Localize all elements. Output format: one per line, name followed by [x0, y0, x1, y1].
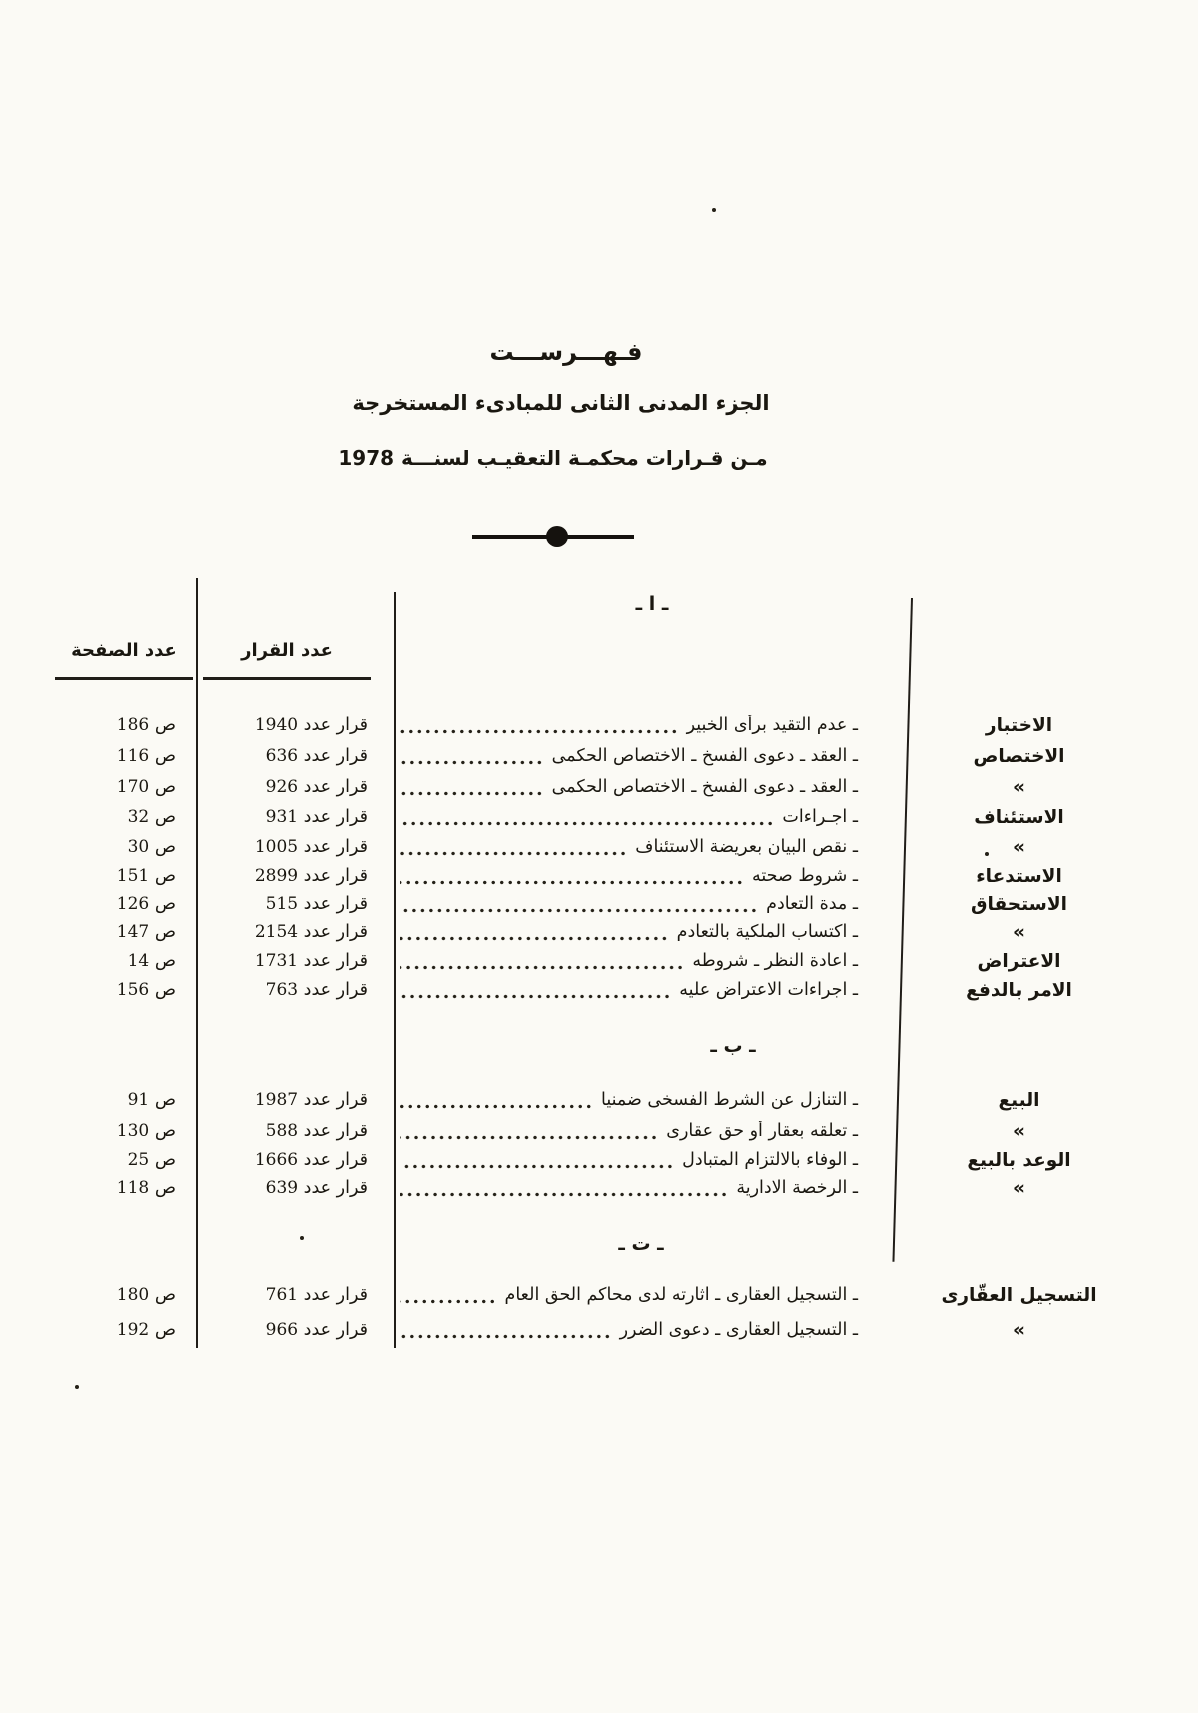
page-number: 192: [116, 1320, 150, 1340]
category-cell: »: [1013, 921, 1025, 943]
page-prefix: ص: [154, 715, 176, 735]
category-cell: »: [1013, 1120, 1025, 1142]
category-cell: الاستحقاق: [971, 893, 1067, 915]
page-number: 126: [116, 894, 150, 914]
page-number: 91: [127, 1090, 150, 1110]
page-cell: [55, 980, 196, 1000]
category-cell: »: [1013, 836, 1025, 858]
page-prefix: ص: [154, 777, 176, 797]
subject-text: ـ اجـراءات: [782, 807, 858, 827]
page-title: فـهـــرســـت: [489, 338, 643, 366]
category-cell: »: [1013, 776, 1025, 798]
page-cell: [55, 807, 196, 827]
decision-number: 1005: [254, 837, 299, 857]
table-row: [55, 1116, 1130, 1146]
page-prefix: ص: [154, 746, 176, 766]
category-cell: »: [1013, 1177, 1025, 1199]
subject-text: ـ الوفاء بالالتزام المتبادل: [682, 1150, 858, 1170]
page-number: 30: [127, 837, 150, 857]
divider-dot-icon: [546, 526, 568, 547]
table-row: [55, 741, 1130, 771]
page-cell: [55, 951, 196, 971]
page-cell: [55, 746, 196, 766]
decision-number: 2899: [254, 866, 299, 886]
decision-cell: [196, 866, 396, 886]
table-row: [55, 889, 1130, 919]
table-row: [55, 946, 1130, 976]
page-prefix: ص: [154, 922, 176, 942]
scan-speck: [300, 1236, 304, 1240]
subject-text: ـ العقد ـ دعوى الفسخ ـ الاختصاص الحكمى: [551, 746, 858, 766]
decision-cell: [196, 1121, 396, 1141]
subject-cell: [396, 922, 908, 942]
decision-prefix: قرار عدد: [303, 951, 368, 971]
page-cell: [55, 1178, 196, 1198]
decision-prefix: قرار عدد: [303, 837, 368, 857]
decision-cell: [196, 1320, 396, 1340]
decision-prefix: قرار عدد: [303, 922, 368, 942]
decision-prefix: قرار عدد: [303, 1320, 368, 1340]
page-cell: [55, 866, 196, 886]
dot-leader: [400, 1104, 593, 1109]
section-header-ta: ـ ت ـ: [618, 1233, 664, 1255]
page-prefix: ص: [154, 807, 176, 827]
subject-text: ـ التسجيل العقارى ـ دعوى الضرر: [619, 1320, 858, 1340]
decision-prefix: قرار عدد: [303, 1285, 368, 1305]
page-prefix: ص: [154, 980, 176, 1000]
subject-text: ـ العقد ـ دعوى الفسخ ـ الاختصاص الحكمى: [551, 777, 858, 797]
subject-cell: [396, 837, 908, 857]
page-prefix: ص: [154, 1320, 176, 1340]
decision-prefix: قرار عدد: [303, 777, 368, 797]
category-cell: »: [1013, 1319, 1025, 1341]
page-number: 151: [116, 866, 150, 886]
subject-cell: [396, 715, 908, 735]
subject-text: ـ شروط صحته: [751, 866, 858, 886]
page-cell: [55, 837, 196, 857]
page-number: 180: [116, 1285, 150, 1305]
table-row: [55, 917, 1130, 947]
dot-leader: [400, 1299, 497, 1304]
column-header-decision-number: عدد القرار: [241, 640, 333, 661]
decision-cell: [196, 1090, 396, 1110]
decision-prefix: قرار عدد: [303, 980, 368, 1000]
subject-cell: [396, 894, 908, 914]
dot-leader: [400, 965, 684, 970]
decision-prefix: قرار عدد: [303, 894, 368, 914]
decision-number: 763: [265, 980, 299, 1000]
decision-number: 1987: [254, 1090, 299, 1110]
subject-cell: [396, 1178, 908, 1198]
decision-number: 588: [265, 1121, 299, 1141]
decision-cell: [196, 807, 396, 827]
page-number: 116: [116, 746, 150, 766]
page-prefix: ص: [154, 894, 176, 914]
page-number: 118: [116, 1178, 150, 1198]
decision-cell: [196, 1150, 396, 1170]
dot-leader: [400, 936, 669, 941]
decision-prefix: قرار عدد: [303, 1178, 368, 1198]
subject-cell: [396, 746, 908, 766]
subject-cell: [396, 807, 908, 827]
decision-number: 1940: [254, 715, 299, 735]
subject-text: ـ مدة التعادم: [766, 894, 858, 914]
subject-cell: [396, 866, 908, 886]
decision-cell: [196, 894, 396, 914]
subject-cell: [396, 980, 908, 1000]
decision-cell: [196, 837, 396, 857]
page-cell: [55, 777, 196, 797]
dot-leader: [400, 1192, 728, 1197]
section-header-ba: ـ ب ـ: [710, 1035, 756, 1057]
table-row: [55, 832, 1130, 862]
page-cell: [55, 715, 196, 735]
subject-cell: [396, 1090, 908, 1110]
decision-number: 931: [265, 807, 299, 827]
category-cell: الاختصاص: [973, 745, 1065, 767]
dot-leader: [400, 760, 544, 765]
decision-number: 926: [265, 777, 299, 797]
page-cell: [55, 1150, 196, 1170]
table-row: [55, 1280, 1130, 1310]
page-number: 170: [116, 777, 150, 797]
subject-text: ـ اكتساب الملكية بالتعادم: [676, 922, 858, 942]
page-prefix: ص: [154, 1090, 176, 1110]
dot-leader: [400, 791, 544, 796]
page-prefix: ص: [154, 866, 176, 886]
scan-speck: [712, 208, 716, 212]
table-row: [55, 975, 1130, 1005]
decision-prefix: قرار عدد: [303, 715, 368, 735]
category-cell: البيع: [998, 1089, 1040, 1111]
page-cell: [55, 1285, 196, 1305]
decision-number: 515: [265, 894, 299, 914]
subject-cell: [396, 777, 908, 797]
page-prefix: ص: [154, 1285, 176, 1305]
decision-cell: [196, 715, 396, 735]
decision-cell: [196, 951, 396, 971]
decision-cell: [196, 980, 396, 1000]
dot-leader: [400, 880, 744, 885]
dot-leader: [400, 1135, 658, 1140]
page-prefix: ص: [154, 837, 176, 857]
page-number: 25: [127, 1150, 150, 1170]
decision-number: 761: [265, 1285, 299, 1305]
table-row: [55, 772, 1130, 802]
decision-prefix: قرار عدد: [303, 866, 368, 886]
page-number: 32: [127, 807, 150, 827]
page-subtitle-part: الجزء المدنى الثانى للمبادىء المستخرجة: [352, 391, 770, 415]
table-row: [55, 861, 1130, 891]
page-cell: [55, 894, 196, 914]
dot-leader: [400, 1164, 674, 1169]
table-row: [55, 710, 1130, 740]
subject-text: ـ التنازل عن الشرط الفسخى ضمنيا: [600, 1090, 858, 1110]
category-cell: الاستدعاء: [976, 865, 1062, 887]
page-number: 156: [116, 980, 150, 1000]
decision-prefix: قرار عدد: [303, 1090, 368, 1110]
decision-cell: [196, 777, 396, 797]
table-row: [55, 1315, 1130, 1345]
dot-leader: [400, 851, 627, 856]
subject-cell: [396, 951, 908, 971]
page-prefix: ص: [154, 1150, 176, 1170]
decision-cell: [196, 1285, 396, 1305]
scan-speck: [985, 852, 989, 856]
subject-text: ـ اجراءات الاعتراض عليه: [679, 980, 858, 1000]
decision-number: 1666: [254, 1150, 299, 1170]
subject-text: ـ الرخصة الادارية: [736, 1178, 858, 1198]
subject-cell: [396, 1320, 908, 1340]
decision-number: 636: [265, 746, 299, 766]
category-cell: الامر بالدفع: [966, 979, 1072, 1001]
decision-cell: [196, 1178, 396, 1198]
table-row: [55, 802, 1130, 832]
decision-number: 966: [265, 1320, 299, 1340]
category-cell: الاستئناف: [974, 806, 1064, 828]
decision-col-underline: [203, 677, 371, 680]
page-cell: [55, 1090, 196, 1110]
category-cell: التسجيل العقّارى: [941, 1284, 1097, 1306]
dot-leader: [400, 908, 758, 913]
subject-text: ـ التسجيل العقارى ـ اثارته لدى محاكم الحق العام: [504, 1285, 858, 1305]
table-row: [55, 1085, 1130, 1115]
subject-text: ـ اعادة النظر ـ شروطه: [692, 951, 858, 971]
scan-speck: [75, 1385, 79, 1389]
category-cell: الوعد بالبيع: [967, 1149, 1071, 1171]
category-cell: الاختبار: [985, 714, 1053, 736]
dot-leader: [400, 821, 774, 826]
subject-text: ـ عدم التقيد برأى الخبير: [686, 715, 858, 735]
decision-number: 2154: [254, 922, 299, 942]
table-row: [55, 1145, 1130, 1175]
decision-prefix: قرار عدد: [303, 746, 368, 766]
page-col-underline: [55, 677, 193, 680]
page-number: 147: [116, 922, 150, 942]
page-prefix: ص: [154, 1178, 176, 1198]
subject-cell: [396, 1150, 908, 1170]
page-cell: [55, 922, 196, 942]
page-cell: [55, 1121, 196, 1141]
decision-number: 1731: [254, 951, 299, 971]
category-cell: الاعتراض: [977, 950, 1061, 972]
decision-prefix: قرار عدد: [303, 807, 368, 827]
subject-cell: [396, 1121, 908, 1141]
section-header-alif: ـ ا ـ: [635, 593, 669, 615]
decision-prefix: قرار عدد: [303, 1121, 368, 1141]
page-cell: [55, 1320, 196, 1340]
dot-leader: [400, 1334, 612, 1339]
decision-cell: [196, 746, 396, 766]
decision-cell: [196, 922, 396, 942]
decision-prefix: قرار عدد: [303, 1150, 368, 1170]
page-number: 14: [127, 951, 150, 971]
table-row: [55, 1173, 1130, 1203]
page-prefix: ص: [154, 1121, 176, 1141]
subject-cell: [396, 1285, 908, 1305]
page-number: 130: [116, 1121, 150, 1141]
dot-leader: [400, 729, 679, 734]
page-prefix: ص: [154, 951, 176, 971]
subject-text: ـ نقص البيان بعريضة الاستئناف: [635, 837, 858, 857]
page-subtitle-year: مـن قـرارات محكمـة التعقيـب لسنـــة 1978: [338, 446, 768, 470]
page-number: 186: [116, 715, 150, 735]
subject-text: ـ تعلقه بعقار أو حق عقارى: [666, 1121, 858, 1141]
column-header-page-number: عدد الصفحة: [71, 640, 177, 661]
decision-number: 639: [265, 1178, 299, 1198]
dot-leader: [400, 994, 671, 999]
